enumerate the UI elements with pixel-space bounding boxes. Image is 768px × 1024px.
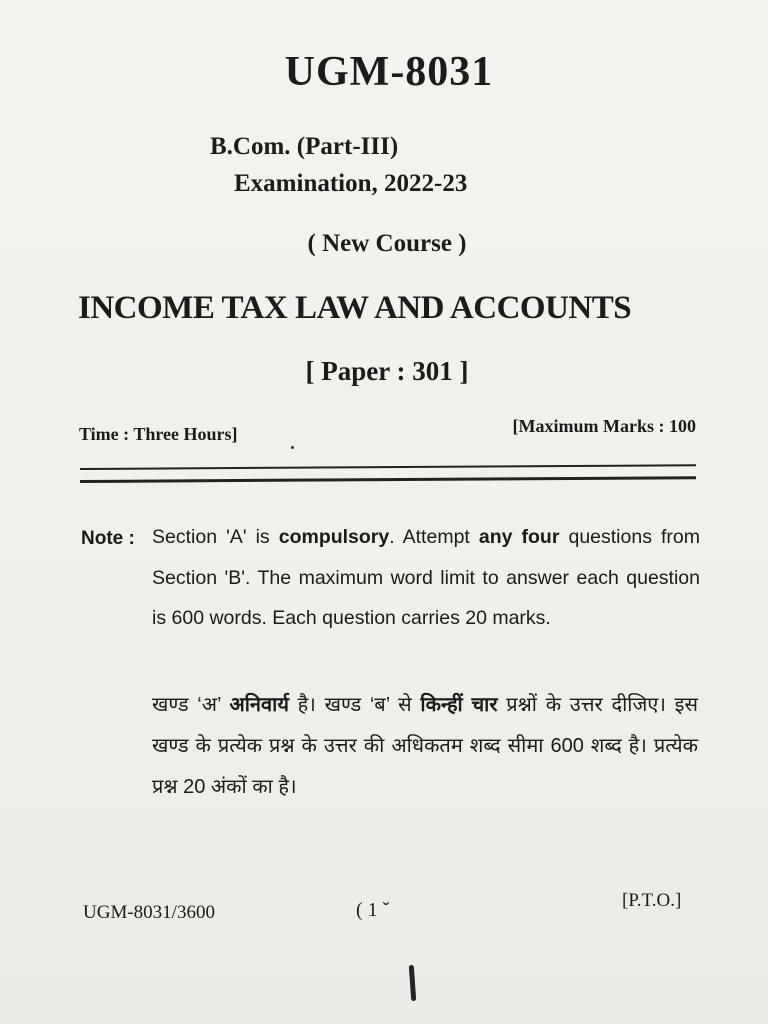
divider-thick — [80, 476, 696, 483]
programme-heading: B.Com. (Part-III) — [210, 133, 399, 160]
footer-pto: [P.T.O.] — [622, 890, 682, 911]
course-heading: ( New Course ) — [307, 230, 467, 257]
ink-mark — [409, 965, 416, 1001]
note-text-segment: . Attempt — [389, 526, 479, 548]
footer-page-number: ( 1 ˇ — [356, 899, 390, 921]
hindi-emphasis-any-four: किन्हीं चार — [420, 694, 498, 716]
note-emphasis-any-four: any four — [478, 526, 560, 548]
paper-code-title: UGM-8031 — [284, 49, 494, 95]
note-text-segment: Section 'A' is — [152, 526, 279, 548]
examination-heading: Examination, 2022-23 — [234, 170, 468, 197]
maximum-marks: [Maximum Marks : 100 — [512, 416, 696, 436]
footer-paper-code: UGM-8031/3600 — [83, 902, 215, 923]
hindi-text-segment: है। खण्ड ‘ब’ से — [288, 694, 421, 716]
hindi-emphasis-compulsory: अनिवार्य — [229, 694, 289, 716]
hindi-text-segment: खण्ड ‘अ’ — [152, 694, 230, 716]
subject-title: INCOME TAX LAW AND ACCOUNTS — [78, 290, 632, 326]
time-allowed: Time : Three Hours] — [79, 424, 238, 444]
note-emphasis-compulsory: compulsory — [278, 526, 390, 548]
note-text-segment: questions from Section 'B'. The maximum word limit to answer each question is 600 words. Each question carries 20 marks. — [152, 526, 700, 629]
paper-number: [ Paper : 301 ] — [305, 356, 469, 386]
note-label: Note : — [81, 528, 135, 549]
hindi-text-segment: प्रश्नों के उत्तर दीजिए। इस खण्ड के प्रत्येक प्रश्न के उत्तर की अधिकतम शब्द सीमा 600 शब्द है। प्रत्येक प्रश्न 20 अंकों का है। — [152, 694, 698, 798]
ink-dot — [291, 446, 294, 449]
divider-thin — [80, 464, 696, 470]
note-instructions-english — [152, 517, 700, 639]
note-instructions-hindi — [152, 685, 698, 808]
